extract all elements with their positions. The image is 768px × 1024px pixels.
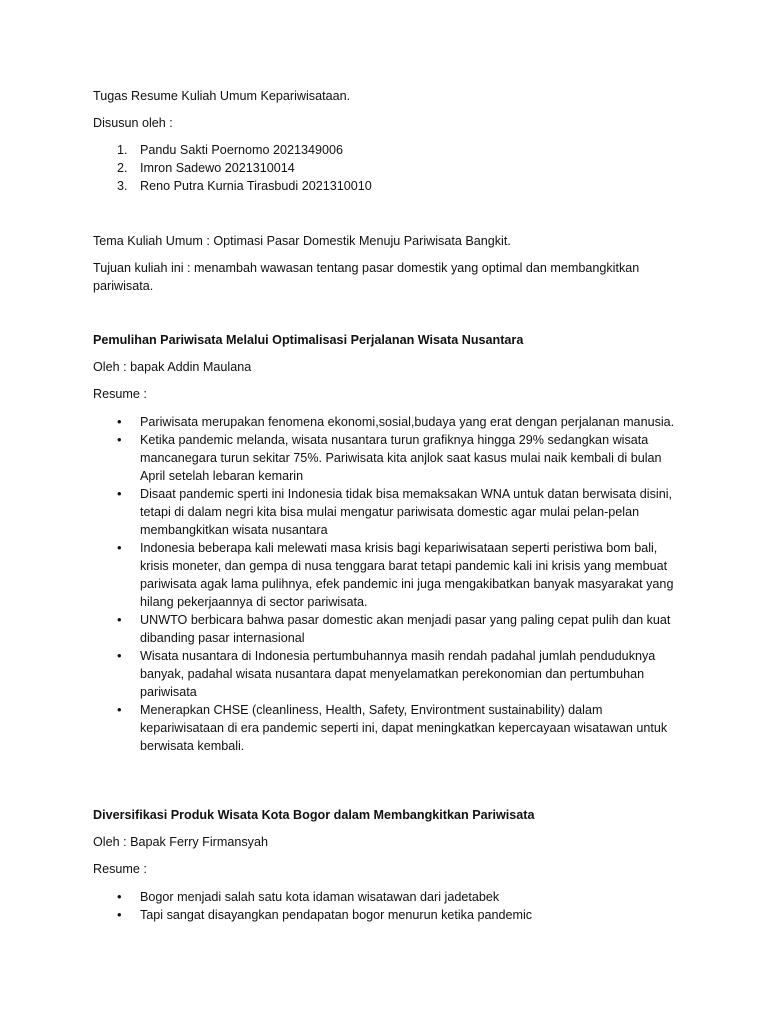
author-item: 2. Imron Sadewo 2021310014	[117, 161, 295, 175]
bullet-icon: •	[117, 702, 122, 717]
bullet-icon: •	[117, 414, 122, 429]
list-item	[93, 539, 685, 611]
bullet-text: Pariwisata merupakan fenomena ekonomi,sosial,budaya yang erat dengan perjalanan manusia.	[140, 415, 675, 429]
lecture-theme: Tema Kuliah Umum : Optimasi Pasar Domestik Menuju Pariwisata Bangkit.	[93, 234, 511, 248]
bullet-text: Disaat pandemic sperti ini Indonesia tidak bisa memaksakan WNA untuk datan berwisata disini, tetapi di dalam negri kita bisa mulai mengatur pariwisata domestic agar mulai pelan-pelan membangkitkan wisata nusantara	[140, 487, 673, 537]
list-item	[93, 413, 685, 431]
section-heading: Diversifikasi Produk Wisata Kota Bogor dalam Membangkitkan Pariwisata	[93, 808, 535, 822]
bullet-icon: •	[117, 889, 122, 904]
resume-label: Resume :	[93, 387, 147, 401]
bullet-text: UNWTO berbicara bahwa pasar domestic akan menjadi pasar yang paling cepat pulih dan kuat dibanding pasar internasional	[140, 613, 671, 645]
bullet-icon: •	[117, 612, 122, 627]
author-name: Imron Sadewo 2021310014	[140, 161, 295, 175]
bullet-text: Bogor menjadi salah satu kota idaman wisatawan dari jadetabek	[140, 890, 500, 904]
list-item	[93, 906, 685, 924]
bullet-icon: •	[117, 540, 122, 555]
author-list	[93, 141, 685, 195]
resume-bullet-list	[93, 413, 685, 755]
list-item	[93, 431, 685, 485]
document-title: Tugas Resume Kuliah Umum Kepariwisataan.	[93, 89, 351, 103]
list-item	[93, 647, 685, 701]
bullet-text: Indonesia beberapa kali melewati masa krisis bagi kepariwisataan seperti peristiwa bom bali, krisis moneter, dan gempa di nusa tenggara barat tetapi pandemic kali ini krisis yang membuat pariwisata agak lama pulihnya, efek pandemic ini juga mengakibatkan banyak masyarakat yang hilang pekerjaannya di sector pariwisata.	[140, 541, 674, 609]
author-item: 1. Pandu Sakti Poernomo 2021349006	[117, 143, 344, 157]
section-speaker: Oleh : bapak Addin Maulana	[93, 360, 252, 374]
bullet-icon: •	[117, 648, 122, 663]
list-item	[93, 701, 685, 755]
author-item: 3. Reno Putra Kurnia Tirasbudi 2021310010	[117, 179, 372, 193]
bullet-icon: •	[117, 486, 122, 501]
bullet-icon: •	[117, 907, 122, 922]
lecture-goal: Tujuan kuliah ini : menambah wawasan tentang pasar domestik yang optimal dan membangkitkan pariwisata.	[93, 261, 640, 293]
resume-label: Resume :	[93, 862, 147, 876]
resume-bullet-list	[93, 888, 685, 924]
bullet-text: Menerapkan CHSE (cleanliness, Health, Safety, Environtment sustainability) dalam kepariwisataan di era pandemic seperti ini, dapat meningkatkan kepercayaan wisatawan untuk berwisata kembali.	[140, 703, 668, 753]
bullet-text: Ketika pandemic melanda, wisata nusantara turun grafiknya hingga 29% sedangkan wisata mancanegara turun sekitar 75%. Pariwisata kita anjlok saat kasus mulai naik kembali di bulan April setelah lebaran kemarin	[140, 433, 662, 483]
list-item	[93, 485, 685, 539]
list-item	[93, 888, 685, 906]
section-speaker: Oleh : Bapak Ferry Firmansyah	[93, 835, 268, 849]
bullet-text: Wisata nusantara di Indonesia pertumbuhannya masih rendah padahal jumlah penduduknya banyak, padahal wisata nusantara dapat menyelamatkan perekonomian dan pertumbuhan pariwisata	[140, 649, 656, 699]
author-name: Pandu Sakti Poernomo 2021349006	[140, 143, 344, 157]
list-item	[93, 611, 685, 647]
author-label: Disusun oleh :	[93, 116, 173, 130]
author-name: Reno Putra Kurnia Tirasbudi 2021310010	[140, 179, 372, 193]
bullet-text: Tapi sangat disayangkan pendapatan bogor menurun ketika pandemic	[140, 908, 533, 922]
section-heading: Pemulihan Pariwisata Melalui Optimalisasi Perjalanan Wisata Nusantara	[93, 333, 524, 347]
bullet-icon: •	[117, 432, 122, 447]
